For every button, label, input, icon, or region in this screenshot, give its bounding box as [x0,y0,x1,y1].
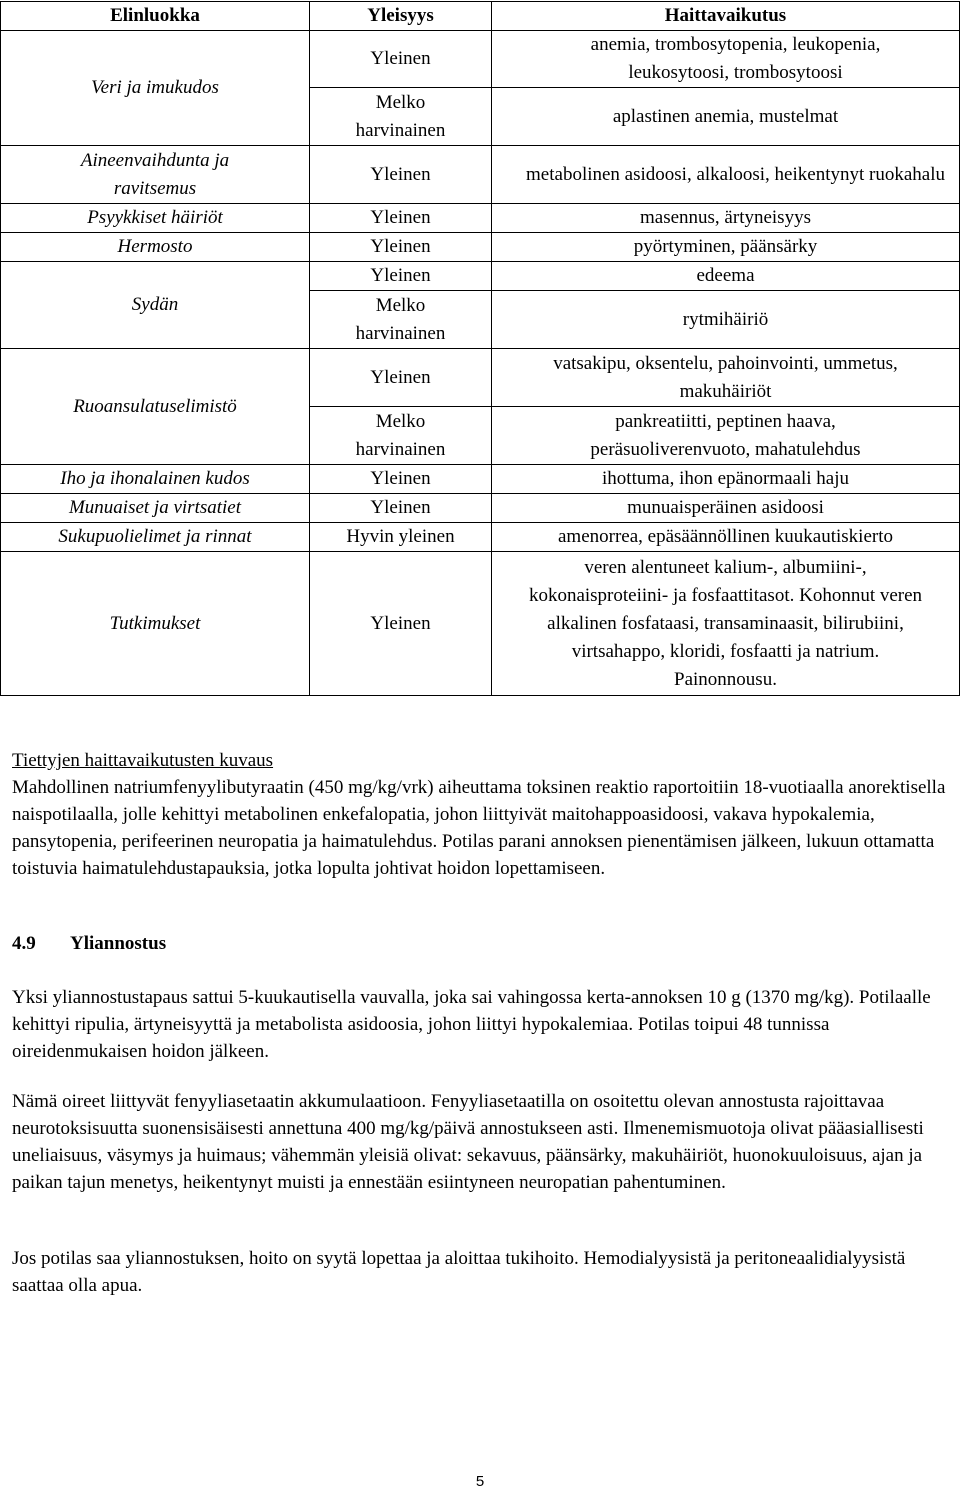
effect-cell: aplastinen anemia, mustelmat [492,88,960,146]
organ-cell: Sukupuolielimet ja rinnat [1,523,310,552]
effect-cell: edeema [492,262,960,291]
frequency-cell: Melko harvinainen [310,407,492,465]
table-row [1,523,960,552]
table-row [1,552,960,696]
organ-cell: Aineenvaihdunta ja ravitsemus [1,146,310,204]
section-title: Yliannostus [70,933,167,954]
organ-cell: Iho ja ihonalainen kudos [1,465,310,494]
effect-cell: pankreatiitti, peptinen haava, peräsuoliverenvuoto, mahatulehdus [492,407,960,465]
frequency-cell: Yleinen [310,204,492,233]
frequency-cell: Yleinen [310,31,492,88]
table-row [1,349,960,407]
effect-cell: veren alentuneet kalium-, albumiini-, kokonaisproteiini- ja fosfaattitasot. Kohonnut veren alkalinen fosfataasi, transaminaasit, bilirubiini, virtsahappo, kloridi, fosfaatti ja natrium. Painonnousu. [492,552,960,696]
organ-cell: Hermosto [1,233,310,262]
header-organ-class: Elinluokka [1,2,310,31]
table-row [1,204,960,233]
frequency-cell: Yleinen [310,552,492,696]
page-number: 5 [475,1473,485,1490]
effect-cell: metabolinen asidoosi, alkaloosi, heikentynyt ruokahalu [492,146,960,204]
section-number: 4.9 [12,933,36,954]
table-row [1,494,960,523]
overdose-paragraph [12,1245,947,1299]
overdose-paragraph [12,1088,947,1196]
frequency-cell: Yleinen [310,465,492,494]
effect-cell: ihottuma, ihon epänormaali haju [492,465,960,494]
effect-cell: munuaisperäinen asidoosi [492,494,960,523]
effect-cell: anemia, trombosytopenia, leukopenia, leukosytoosi, trombosytoosi [492,31,960,88]
paragraph-text: Jos potilas saa yliannostuksen, hoito on syytä lopettaa ja aloittaa tukihoito. Hemodialyysistä ja peritoneaalidialyysistä saattaa olla apua. [12,1248,906,1296]
frequency-cell: Hyvin yleinen [310,523,492,552]
frequency-cell: Melko harvinainen [310,88,492,146]
table-row [1,233,960,262]
effect-cell: vatsakipu, oksentelu, pahoinvointi, ummetus, makuhäiriöt [492,349,960,407]
overdose-paragraph [12,984,947,1065]
header-frequency: Yleisyys [310,2,492,31]
effect-cell: pyörtyminen, päänsärky [492,233,960,262]
frequency-cell: Yleinen [310,233,492,262]
table-row [1,465,960,494]
organ-cell: Veri ja imukudos [1,31,310,146]
frequency-cell: Yleinen [310,494,492,523]
table-row [1,262,960,291]
effect-cell: rytmihäiriö [492,291,960,349]
organ-cell: Ruoansulatuselimistö [1,349,310,465]
description-block [12,747,947,882]
frequency-cell: Yleinen [310,146,492,204]
organ-cell: Psyykkiset häiriöt [1,204,310,233]
header-adverse-effect: Haittavaikutus [492,2,960,31]
organ-cell: Tutkimukset [1,552,310,696]
effect-cell: amenorrea, epäsäännöllinen kuukautiskierto [492,523,960,552]
organ-cell: Munuaiset ja virtsatiet [1,494,310,523]
paragraph-text: Yksi yliannostustapaus sattui 5-kuukautisella vauvalla, joka sai vahingossa kerta-annoksen 10 g (1370 mg/kg). Potilaalle kehittyi ripulia, ärtyneisyyttä ja metabolista asidoosia, johon liittyi hypokalemiaa. Potilas toipui 48 tunnissa oireidenmukaisen hoidon jälkeen. [12,987,931,1062]
frequency-cell: Melko harvinainen [310,291,492,349]
table-row [1,31,960,88]
table-header-row [1,2,960,31]
organ-cell: Sydän [1,262,310,349]
frequency-cell: Yleinen [310,349,492,407]
adverse-effects-table [0,1,960,696]
frequency-cell: Yleinen [310,262,492,291]
paragraph-text: Nämä oireet liittyvät fenyyliasetaatin akkumulaatioon. Fenyyliasetaatilla on osoitettu olevan annostusta rajoittavaa neurotoksisuutta suonensisäisesti annettuna 400 mg/kg/päivä annostukseen asti. Ilmenemismuotoja olivat pääasiallisesti uneliaisuus, väsymys ja huimaus; vähemmän yleisiä olivat: sekavuus, päänsärky, makuhäiriöt, huonokuuloisuus, ajan ja paikan tajun menetys, heikentynyt muisti ja ennestään esiintyneen neuropatian pahentuminen. [12,1091,924,1193]
description-heading: Tiettyjen haittavaikutusten kuvaus [12,750,274,771]
effect-cell: masennus, ärtyneisyys [492,204,960,233]
description-text: Mahdollinen natriumfenyylibutyraatin (450 mg/kg/vrk) aiheuttama toksinen reaktio raportoitiin 18-vuotiaalla anorektisella naispotilaalla, jolle kehittyi metabolinen enkefalopatia, johon liittyivät maitohappoasidoosi, vakava hypokalemia, pansytopenia, perifeerinen neuropatia ja haimatulehdus. Potilas parani annoksen pienentämisen jälkeen, lukuun ottamatta toistuvia haimatulehdustapauksia, jotka lopulta johtivat hoidon lopettamiseen. [12,777,946,879]
section-heading [12,930,166,958]
table-row [1,146,960,204]
